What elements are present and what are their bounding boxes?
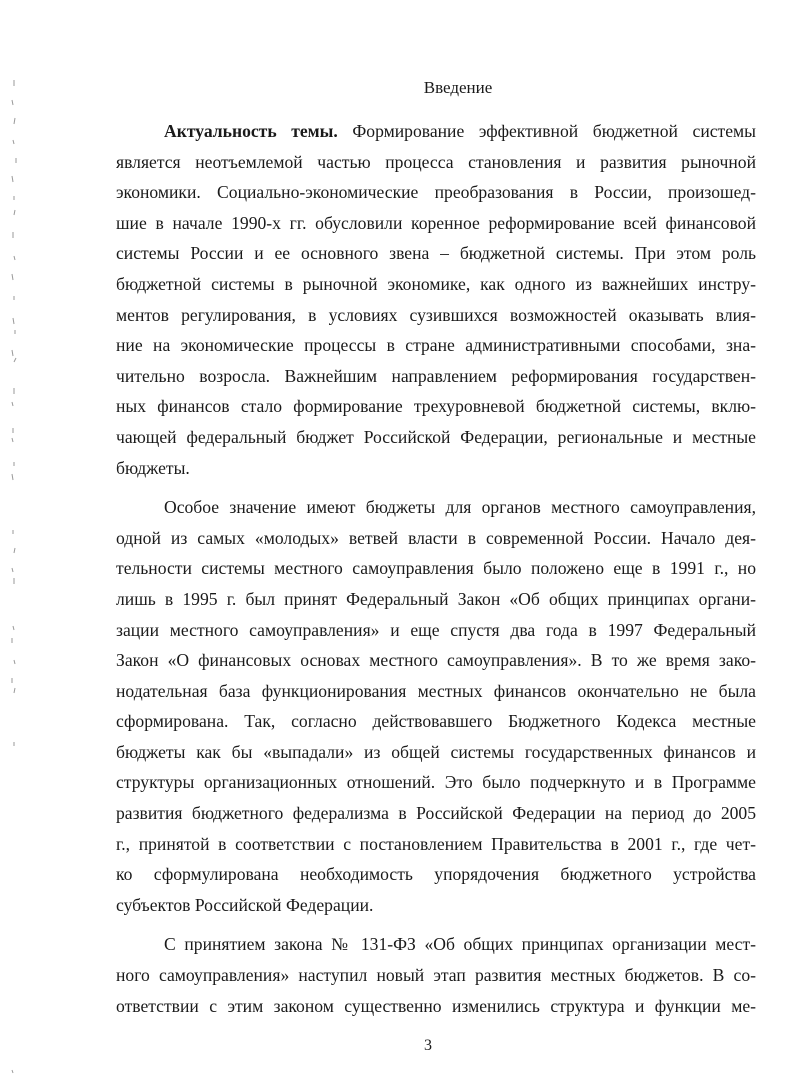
- paragraph-1-line: бюджеты.: [116, 457, 190, 478]
- scan-margin-marks: [0, 0, 40, 1089]
- paragraph-1-line: бюджетной системы в рыночной экономике, как одного из важнейших инстру-: [116, 273, 756, 294]
- paragraph-2-line: субъектов Российской Федерации.: [116, 894, 374, 915]
- paragraph-lead: Актуальность темы.: [164, 121, 338, 141]
- paragraph-1-line: ние на экономические процессы в стране административными способами, зна-: [116, 335, 756, 356]
- paragraph-1-line: ных финансов стало формирование трехуровневой бюджетной системы, вклю-: [116, 396, 756, 417]
- body-text: [116, 116, 756, 1021]
- paragraph-2-line: одной из самых «молодых» ветвей власти в современной России. Начало дея-: [116, 527, 756, 548]
- paragraph-2-line: бюджеты как бы «выпадали» из общей системы государственных финансов и: [116, 741, 756, 762]
- paragraph-1-line: системы России и ее основного звена – бюджетной системы. При этом роль: [116, 243, 756, 264]
- paragraph-3-line: ответствии с этим законом существенно изменились структура и функции ме-: [116, 995, 756, 1016]
- paragraph-1-line: экономики. Социально-экономические преобразования в России, произошед-: [116, 182, 756, 203]
- paragraph-2-line: сформирована. Так, согласно действовавшего Бюджетного Кодекса местные: [116, 711, 756, 732]
- paragraph-2-line: г., принятой в соответствии с постановлением Правительства в 2001 г., где чет-: [116, 833, 756, 854]
- paragraph-2-line: развития бюджетного федерализма в Российской Федерации на период до 2005: [116, 803, 756, 824]
- paragraph-1-line: чающей федеральный бюджет Российской Федерации, региональные и местные: [116, 426, 756, 447]
- paragraph-2-line: лишь в 1995 г. был принят Федеральный Закон «Об общих принципах органи-: [116, 588, 756, 609]
- paragraph-1-line: Актуальность темы. Формирование эффективной бюджетной системы: [164, 121, 757, 141]
- paragraph-1-line: чительно возросла. Важнейшим направлением реформирования государствен-: [116, 365, 756, 386]
- paragraph-2-line: структуры организационных отношений. Это было подчеркнуто и в Программе: [116, 772, 756, 793]
- paragraph-1-line: ментов регулирования, в условиях сузившихся возможностей оказывать влия-: [116, 304, 756, 325]
- paragraph-2-line: Особое значение имеют бюджеты для органов местного самоуправления,: [164, 497, 756, 518]
- paragraph-2-line: тельности системы местного самоуправления было положено еще в 1991 г., но: [116, 558, 756, 579]
- page-number: 3: [424, 1037, 432, 1054]
- page-title: Введение: [423, 78, 493, 97]
- paragraph-2-line: Закон «О финансовых основах местного самоуправления». В то же время зако-: [116, 650, 756, 671]
- paragraph-2-line: нодательная база функционирования местных финансов окончательно не была: [116, 680, 756, 701]
- paragraph-2-line: зации местного самоуправления» и еще спустя два года в 1997 Федеральный: [116, 619, 756, 640]
- paragraph-3-line: ного самоуправления» наступил новый этап развития местных бюджетов. В со-: [116, 965, 756, 986]
- paragraph-1-line: шие в начале 1990-х гг. обусловили коренное реформирование всей финансовой: [116, 212, 756, 233]
- paragraph-2-line: ко сформулирована необходимость упорядочения бюджетного устройства: [116, 864, 756, 885]
- paragraph-3-line: С принятием закона № 131-ФЗ «Об общих принципах организации мест-: [164, 934, 756, 955]
- paragraph-1-line: является неотъемлемой частью процесса становления и развития рыночной: [116, 151, 756, 172]
